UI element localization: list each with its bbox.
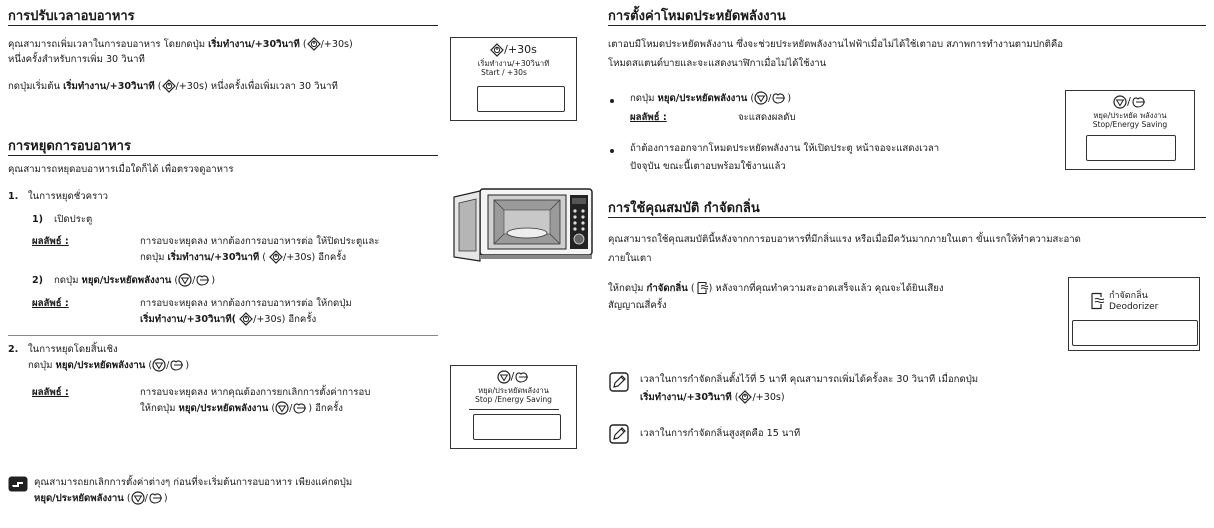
text: /+30s <box>504 43 537 56</box>
divider <box>8 335 438 336</box>
deodorizer-button[interactable] <box>1072 320 1198 346</box>
text: ในการหยุดโดยสิ้นเชิง <box>28 344 118 355</box>
bullet <box>610 149 614 153</box>
paragraph: เริ่มทำงาน/+30วินาที ( /+30s) <box>640 392 785 403</box>
button-name: หยุด/ประหยัดพลังงาน <box>34 493 124 504</box>
stop-button[interactable] <box>1086 135 1176 161</box>
button-name: เริ่มทำงาน/+30วินาที <box>640 392 732 403</box>
text: /+30s) <box>320 39 353 50</box>
eco-icon <box>514 370 530 384</box>
text: ให้กดปุ่ม <box>608 283 644 294</box>
start-icon <box>307 37 321 51</box>
paragraph: ให้กดปุ่ม กำจัดกลิ่น ( ) หลังจากที่คุณทำความสะอาดเสร็จแล้ว คุณจะได้ยินเสียง <box>608 283 944 294</box>
step-number: 2) <box>32 275 44 286</box>
text: ปัจจุบัน ขณะนี้เตาอบพร้อมใช้งานแล้ว <box>630 161 786 172</box>
deodorizer-button-panel <box>1068 277 1200 351</box>
start-icon <box>738 390 752 404</box>
start-button[interactable] <box>477 86 565 112</box>
eco-icon <box>195 273 211 287</box>
text: เปิดประตู <box>54 214 93 225</box>
stop-icon <box>178 273 192 287</box>
text: กดปุ่ม <box>630 93 655 104</box>
text: เวลาในการกำจัดกลิ่นสูงสุดคือ 15 นาที <box>640 428 801 439</box>
button-name: หยุด/ประหยัดพลังงาน <box>657 93 748 104</box>
button-name: หยุด/ประหยัดพลังงาน <box>178 403 269 414</box>
text: คุณสามารถเพิ่มเวลาในการอบอาหาร โดยกดปุ่ม <box>8 39 206 50</box>
stop-icon <box>497 370 511 384</box>
text: /+30s) <box>752 392 785 403</box>
step-number: 1) <box>32 214 44 225</box>
paragraph: กดปุ่ม หยุด/ประหยัดพลังงาน ( / ) <box>28 360 190 371</box>
bullet <box>610 99 614 103</box>
text: จะแสดงผลดับ <box>738 112 796 123</box>
eco-icon <box>169 358 185 372</box>
text: สัญญาณสี่ครั้ง <box>608 300 667 311</box>
button-name: หยุด/ประหยัดพลังงาน <box>55 360 146 371</box>
section-title-deodorizer: การใช้คุณสมบัติ กำจัดกลิ่น <box>608 201 760 216</box>
panel-label: / <box>1066 95 1194 109</box>
deodorizer-icon <box>1089 292 1105 314</box>
panel-caption-th: เริ่มทำงาน/+30วินาที <box>477 59 550 68</box>
paragraph: กดปุ่ม เริ่มทำงาน/+30วินาที ( /+30s) อีกครั้ง <box>140 252 347 263</box>
text: กดปุ่มเริ่มต้น <box>8 81 60 92</box>
result-label: ผลลัพธ์ : <box>32 236 69 247</box>
button-name: หยุด/ประหยัดพลังงาน <box>81 275 172 286</box>
text: กดปุ่ม <box>54 275 79 286</box>
hand-icon <box>8 476 28 496</box>
stop-button-panel <box>1065 90 1195 170</box>
paragraph: กดปุ่ม หยุด/ประหยัดพลังงาน ( / ) <box>630 93 792 104</box>
text: หนึ่งครั้งสำหรับการเพิ่ม 30 วินาที <box>8 54 145 65</box>
start-icon <box>269 250 283 264</box>
text: โหมดสแตนด์บายและจะแสดงนาฬิกาเมื่อไม่ได้ใช้งาน <box>608 58 827 69</box>
text: คุณสามารถยกเลิกการตั้งค่าต่างๆ ก่อนที่จะเริ่มต้นการอบอาหาร เพียงแค่กดปุ่ม <box>34 477 353 488</box>
start-button-panel <box>450 37 577 121</box>
step-number: 1. <box>8 191 19 202</box>
stop-icon <box>754 91 768 105</box>
stop-button-panel <box>450 365 577 449</box>
paragraph: คุณสามารถเพิ่มเวลาในการอบอาหาร โดยกดปุ่ม เริ่มทำงาน/+30วินาที ( /+30s) <box>8 39 353 50</box>
panel-caption-en: Deodorizer <box>1109 302 1159 312</box>
eco-icon <box>148 491 164 505</box>
start-icon <box>239 312 253 326</box>
text: ถ้าต้องการออกจากโหมดประหยัดพลังงาน ให้เปิดประตู หน้าจอจะแสดงเวลา <box>630 143 940 154</box>
text: /+30s) อีกครั้ง <box>283 252 347 263</box>
text: อีกครั้ง <box>315 403 343 414</box>
result-label: ผลลัพธ์ : <box>630 112 667 123</box>
paragraph: หยุด/ประหยัดพลังงาน ( / ) <box>34 493 168 504</box>
button-name: เริ่มทำงาน/+30วินาที <box>208 39 300 50</box>
text: เวลาในการกำจัดกลิ่นตั้งไว้ที่ 5 นาที คุณสามารถเพิ่มได้ครั้งละ 30 วินาที เมื่อกดปุ่ม <box>640 374 979 385</box>
stop-icon <box>131 491 145 505</box>
stop-icon <box>1113 95 1127 109</box>
section-title-stop-cooking: การหยุดการอบอาหาร <box>8 139 131 154</box>
text: ให้กดปุ่ม <box>140 403 176 414</box>
section-title-energy-saving: การตั้งค่าโหมดประหยัดพลังงาน <box>608 9 786 24</box>
panel-caption-en: Start / +30s <box>481 68 527 77</box>
text: /+30s) หนึ่งครั้งเพื่อเพิ่มเวลา 30 วินาที <box>175 81 338 92</box>
text: ในการหยุดชั่วคราว <box>28 191 109 202</box>
text: เตาอบมีโหมดประหยัดพลังงาน ซึ่งจะช่วยประหยัดพลังงานไฟฟ้าเมื่อไม่ได้ใช้เตาอบ สภาพการทำงานตามปกติคือ <box>608 39 1064 50</box>
paragraph <box>140 312 316 328</box>
panel-caption-en: Stop /Energy Saving <box>475 395 552 404</box>
panel-caption-th: หยุด/ประหยัด พลังงาน <box>1093 111 1167 120</box>
text: การอบจะหยุดลง หากคุณต้องการยกเลิกการตั้งค่าการอบ <box>140 387 371 398</box>
button-name: เริ่มทำงาน/+30วินาที <box>167 252 260 263</box>
deodorizer-icon <box>695 281 709 295</box>
divider <box>608 217 1206 218</box>
text: คุณสามารถใช้คุณสมบัตินี้หลังจากการอบอาหารที่มีกลิ่นแรง หรือเมื่อมีควันมากภายในเตา ขั้นแรกให้ทำความสะอาด <box>608 234 1081 245</box>
paragraph: ให้กดปุ่ม หยุด/ประหยัดพลังงาน ( / ) อีกครั้ง <box>140 403 343 414</box>
eco-icon <box>771 91 787 105</box>
stop-button[interactable] <box>473 414 561 440</box>
eco-icon <box>292 401 308 415</box>
section-title-adjust-time: การปรับเวลาอบอาหาร <box>8 9 135 24</box>
divider <box>8 25 438 26</box>
start-icon <box>162 79 176 93</box>
panel-caption-th: กำจัดกลิ่น <box>1109 291 1148 301</box>
start-icon <box>490 43 504 57</box>
paragraph: กดปุ่ม หยุด/ประหยัดพลังงาน ( / ) <box>54 275 216 286</box>
divider <box>469 409 559 410</box>
panel-caption-en: Stop/Energy Saving <box>1092 120 1168 129</box>
stop-icon <box>275 401 289 415</box>
text: กดปุ่ม <box>140 252 165 263</box>
text: กดปุ่ม <box>28 360 53 371</box>
button-name: เริ่มทำงาน/+30วินาที <box>63 81 155 92</box>
text: ) หลังจากที่คุณทำความสะอาดเสร็จแล้ว คุณจะได้ยินเสียง <box>708 283 944 294</box>
divider <box>608 25 1206 26</box>
paragraph: กดปุ่มเริ่มต้น เริ่มทำงาน/+30วินาที ( /+30s) หนึ่งครั้งเพื่อเพิ่มเวลา 30 วินาที <box>8 81 338 92</box>
button-name: กำจัดกลิ่น <box>646 283 688 294</box>
note-icon <box>609 372 629 396</box>
text: /+30s) อีกครั้ง <box>253 314 317 325</box>
result-label: ผลลัพธ์ : <box>32 298 69 309</box>
text: การอบจะหยุดลง หากต้องการอบอาหารต่อ ให้ปิดประตูและ <box>140 236 380 247</box>
divider <box>8 155 438 156</box>
result-label: ผลลัพธ์ : <box>32 387 69 398</box>
panel-caption-th: หยุด/ประหยัดพลังงาน <box>478 386 549 395</box>
text: การอบจะหยุดลง หากต้องการอบอาหารต่อ ให้กดปุ่ม <box>140 298 352 309</box>
button-name: เริ่มทำงาน/+30วินาที( <box>140 314 237 325</box>
text: ภายในเตา <box>608 253 652 264</box>
eco-icon <box>1131 95 1147 109</box>
microwave-illustration <box>450 185 598 267</box>
panel-label: / <box>451 370 576 384</box>
note-icon <box>609 424 629 448</box>
stop-icon <box>152 358 166 372</box>
step-number: 2. <box>8 344 19 355</box>
panel-label <box>451 43 576 57</box>
text: คุณสามารถหยุดอบอาหารเมื่อใดก็ได้ เพื่อตรวจดูอาหาร <box>8 164 234 175</box>
